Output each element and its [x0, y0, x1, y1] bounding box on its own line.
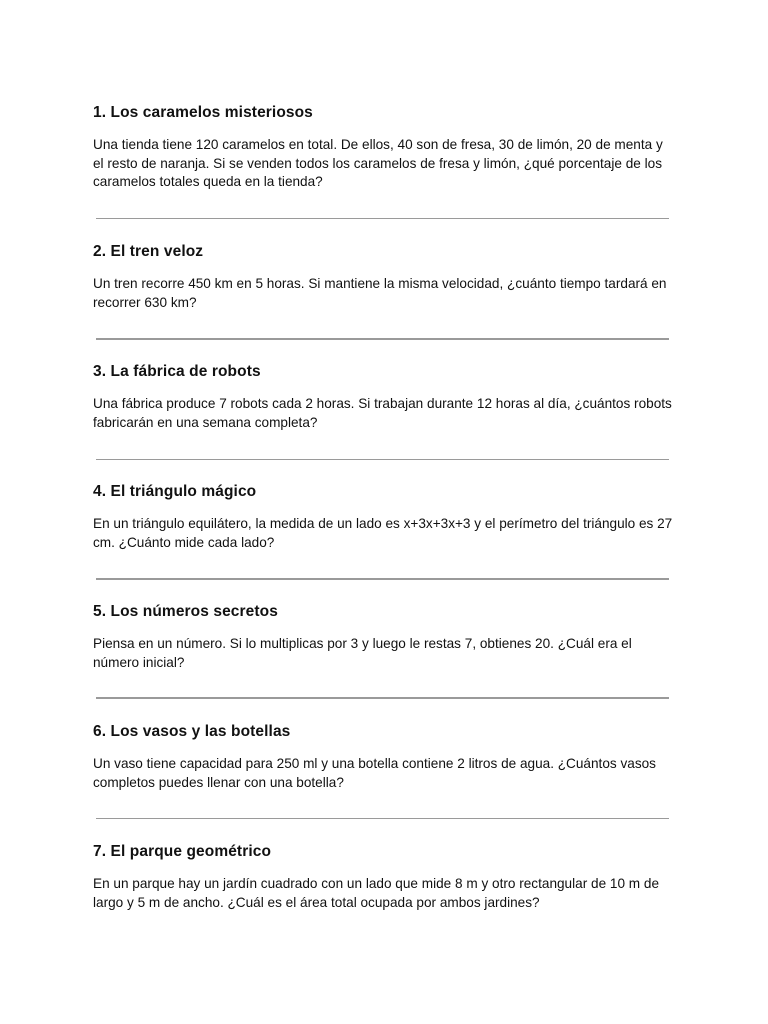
- divider-5: [96, 697, 669, 699]
- divider-3: [96, 459, 669, 460]
- problem-6-title: 6. Los vasos y las botellas: [93, 723, 291, 740]
- problem-6-text: Un vaso tiene capacidad para 250 ml y una botella contiene 2 litros de agua. ¿Cuántos vasos completos puedes llenar con una botella?: [93, 756, 656, 790]
- problem-1-text: Una tienda tiene 120 caramelos en total. De ellos, 40 son de fresa, 30 de limón, 20 de menta y el resto de naranja. Si se venden todos los caramelos de fresa y limón, ¿qué porcentaje de los caramelos totales queda en la tienda?: [93, 137, 663, 189]
- problem-4: [93, 482, 673, 552]
- problem-1-title: 1. Los caramelos misteriosos: [93, 104, 313, 121]
- divider-1: [96, 218, 669, 219]
- problem-2-text: Un tren recorre 450 km en 5 horas. Si mantiene la misma velocidad, ¿cuánto tiempo tardará en recorrer 630 km?: [93, 276, 667, 310]
- problem-4-title: 4. El triángulo mágico: [93, 483, 257, 500]
- problem-3-title: 3. La fábrica de robots: [93, 363, 261, 380]
- problem-7-title: 7. El parque geométrico: [93, 843, 272, 860]
- problem-1: [93, 103, 673, 192]
- problem-5: [93, 602, 673, 672]
- problem-2-title: 2. El tren veloz: [93, 243, 204, 260]
- problem-7-text: En un parque hay un jardín cuadrado con un lado que mide 8 m y otro rectangular de 10 m de largo y 5 m de ancho. ¿Cuál es el área total ocupada por ambos jardines?: [93, 876, 660, 910]
- divider-2: [96, 338, 669, 340]
- problem-5-title: 5. Los números secretos: [93, 603, 278, 620]
- problem-2: [93, 242, 673, 312]
- problem-3-text: Una fábrica produce 7 robots cada 2 horas. Si trabajan durante 12 horas al día, ¿cuántos robots fabricarán en una semana completa?: [93, 396, 672, 430]
- problem-3: [93, 362, 673, 432]
- problem-6: [93, 722, 673, 792]
- problem-7: [93, 842, 673, 912]
- problem-4-text: En un triángulo equilátero, la medida de un lado es x+3x+3x+3 y el perímetro del triángulo es 27 cm. ¿Cuánto mide cada lado?: [93, 516, 673, 550]
- divider-6: [96, 818, 669, 819]
- problem-5-text: Piensa en un número. Si lo multiplicas por 3 y luego le restas 7, obtienes 20. ¿Cuál era el número inicial?: [93, 636, 632, 670]
- divider-4: [96, 578, 669, 580]
